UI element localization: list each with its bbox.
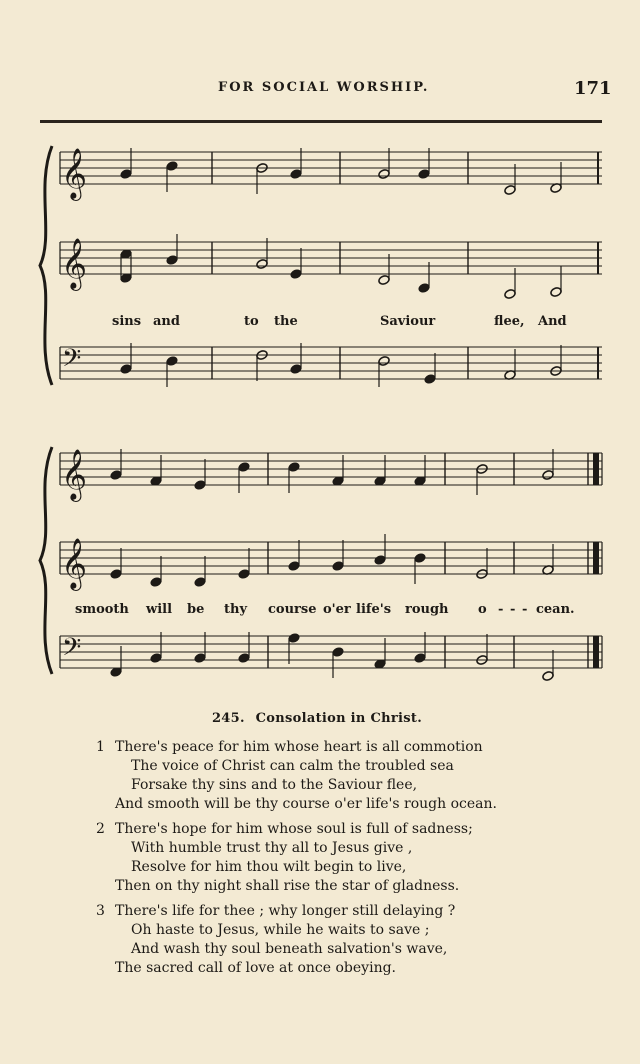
bar-lines [60, 152, 602, 668]
note-head [504, 289, 516, 300]
stanza-line: Oh haste to Jesus, while he waits to save ; [131, 922, 430, 938]
note-head [424, 374, 436, 385]
note-head [378, 356, 390, 367]
lyric-syllable: And [538, 314, 567, 329]
lyric-syllable: o'er [323, 602, 351, 617]
lyric-syllable: smooth [75, 602, 129, 617]
note-head [288, 462, 300, 473]
lyric-syllable: o [478, 602, 487, 617]
note-head [418, 169, 430, 180]
note-head [332, 561, 344, 572]
final-bar [593, 453, 599, 485]
final-bar [593, 636, 599, 668]
note-head [414, 553, 426, 564]
stanza-line [96, 902, 526, 921]
stanza-number: 2 [96, 821, 105, 837]
line-text: There's hope for him whose soul is full of sadness; [115, 821, 473, 837]
note-head [120, 169, 132, 180]
treble-clef: 𝄞 [61, 238, 88, 289]
hymn-title: Consolation in Christ. [255, 711, 423, 726]
stanza-line: The sacred call of love at once obeying. [115, 960, 396, 976]
stanza-number: 1 [96, 739, 105, 755]
page-number: 171 [574, 78, 612, 99]
note-head [288, 633, 300, 644]
note-head [414, 653, 426, 664]
lyric-syllable: - [498, 602, 504, 617]
lyric-syllable: will [146, 602, 173, 617]
note-head [166, 356, 178, 367]
note-head [542, 470, 554, 481]
lyric-syllable: Saviour [380, 314, 436, 329]
brace [40, 146, 52, 385]
note-head [166, 255, 178, 266]
note-head [256, 259, 268, 270]
stanza-line [96, 820, 526, 839]
lyric-syllable: the [274, 314, 298, 329]
lyric-syllable: life's [356, 602, 392, 617]
note-head [238, 569, 250, 580]
note-head [110, 470, 122, 481]
bass-clef: 𝄢 [62, 344, 82, 379]
note-head [288, 561, 300, 572]
clefs [61, 148, 87, 668]
lyric-syllable: and [153, 314, 180, 329]
stanza-line [96, 738, 526, 757]
hymn-heading [0, 711, 640, 726]
note-head [378, 169, 390, 180]
note-head [150, 577, 162, 588]
note-head [374, 555, 386, 566]
lyric-syllable: sins [112, 314, 142, 329]
stanza-line: And smooth will be thy course o'er life's rough ocean. [115, 796, 497, 812]
line-text: There's life for thee ; why longer still delaying ? [115, 903, 456, 919]
final-bar [593, 542, 599, 574]
system-braces [40, 146, 52, 674]
note-head [194, 480, 206, 491]
lyric-syllable: course [268, 602, 317, 617]
note-head [238, 653, 250, 664]
stanza-line: With humble trust thy all to Jesus give , [131, 840, 413, 856]
lyric-syllable: thy [224, 602, 248, 617]
stanza-2 [96, 820, 526, 896]
note-head [194, 653, 206, 664]
note-head [504, 185, 516, 196]
running-title: FOR SOCIAL WORSHIP. [218, 80, 430, 95]
note-head [120, 364, 132, 375]
note-head [194, 577, 206, 588]
stanza-number: 3 [96, 903, 105, 919]
note-head [150, 653, 162, 664]
note-head [238, 462, 250, 473]
lyric-syllable: flee, [494, 314, 525, 329]
brace [40, 447, 52, 674]
bass-clef: 𝄢 [62, 633, 82, 668]
note-head [418, 283, 430, 294]
lyric-syllable: be [187, 602, 205, 617]
lyric-syllable: - [510, 602, 516, 617]
stanza-line: The voice of Christ can calm the troubled sea [131, 758, 454, 774]
note-head [290, 169, 302, 180]
note-head [542, 671, 554, 682]
stanza-line: Then on thy night shall rise the star of gladness. [115, 878, 460, 894]
hymn-number: 245. [211, 711, 245, 726]
note-head [332, 647, 344, 658]
stanza-line: Resolve for him thou wilt begin to live, [131, 859, 407, 875]
stanza-line: And wash thy soul beneath salvation's wave, [131, 941, 448, 957]
staff-lines [60, 152, 602, 668]
note-head [290, 269, 302, 280]
line-text: There's peace for him whose heart is all commotion [115, 739, 483, 755]
lyric-syllable: to [244, 314, 259, 329]
note-head [550, 287, 562, 298]
lyric-syllable: - [522, 602, 528, 617]
note-head [110, 569, 122, 580]
lyric-syllable: cean. [536, 602, 575, 617]
treble-clef: 𝄞 [61, 538, 88, 589]
stanza-line: Forsake thy sins and to the Saviour flee, [131, 777, 418, 793]
stanza-3 [96, 902, 526, 978]
treble-clef: 𝄞 [61, 148, 88, 199]
note-head [290, 364, 302, 375]
lyric-syllable: rough [405, 602, 449, 617]
note-head [378, 275, 390, 286]
note-head [166, 161, 178, 172]
treble-clef: 𝄞 [61, 449, 88, 500]
stanza-1 [96, 738, 526, 814]
